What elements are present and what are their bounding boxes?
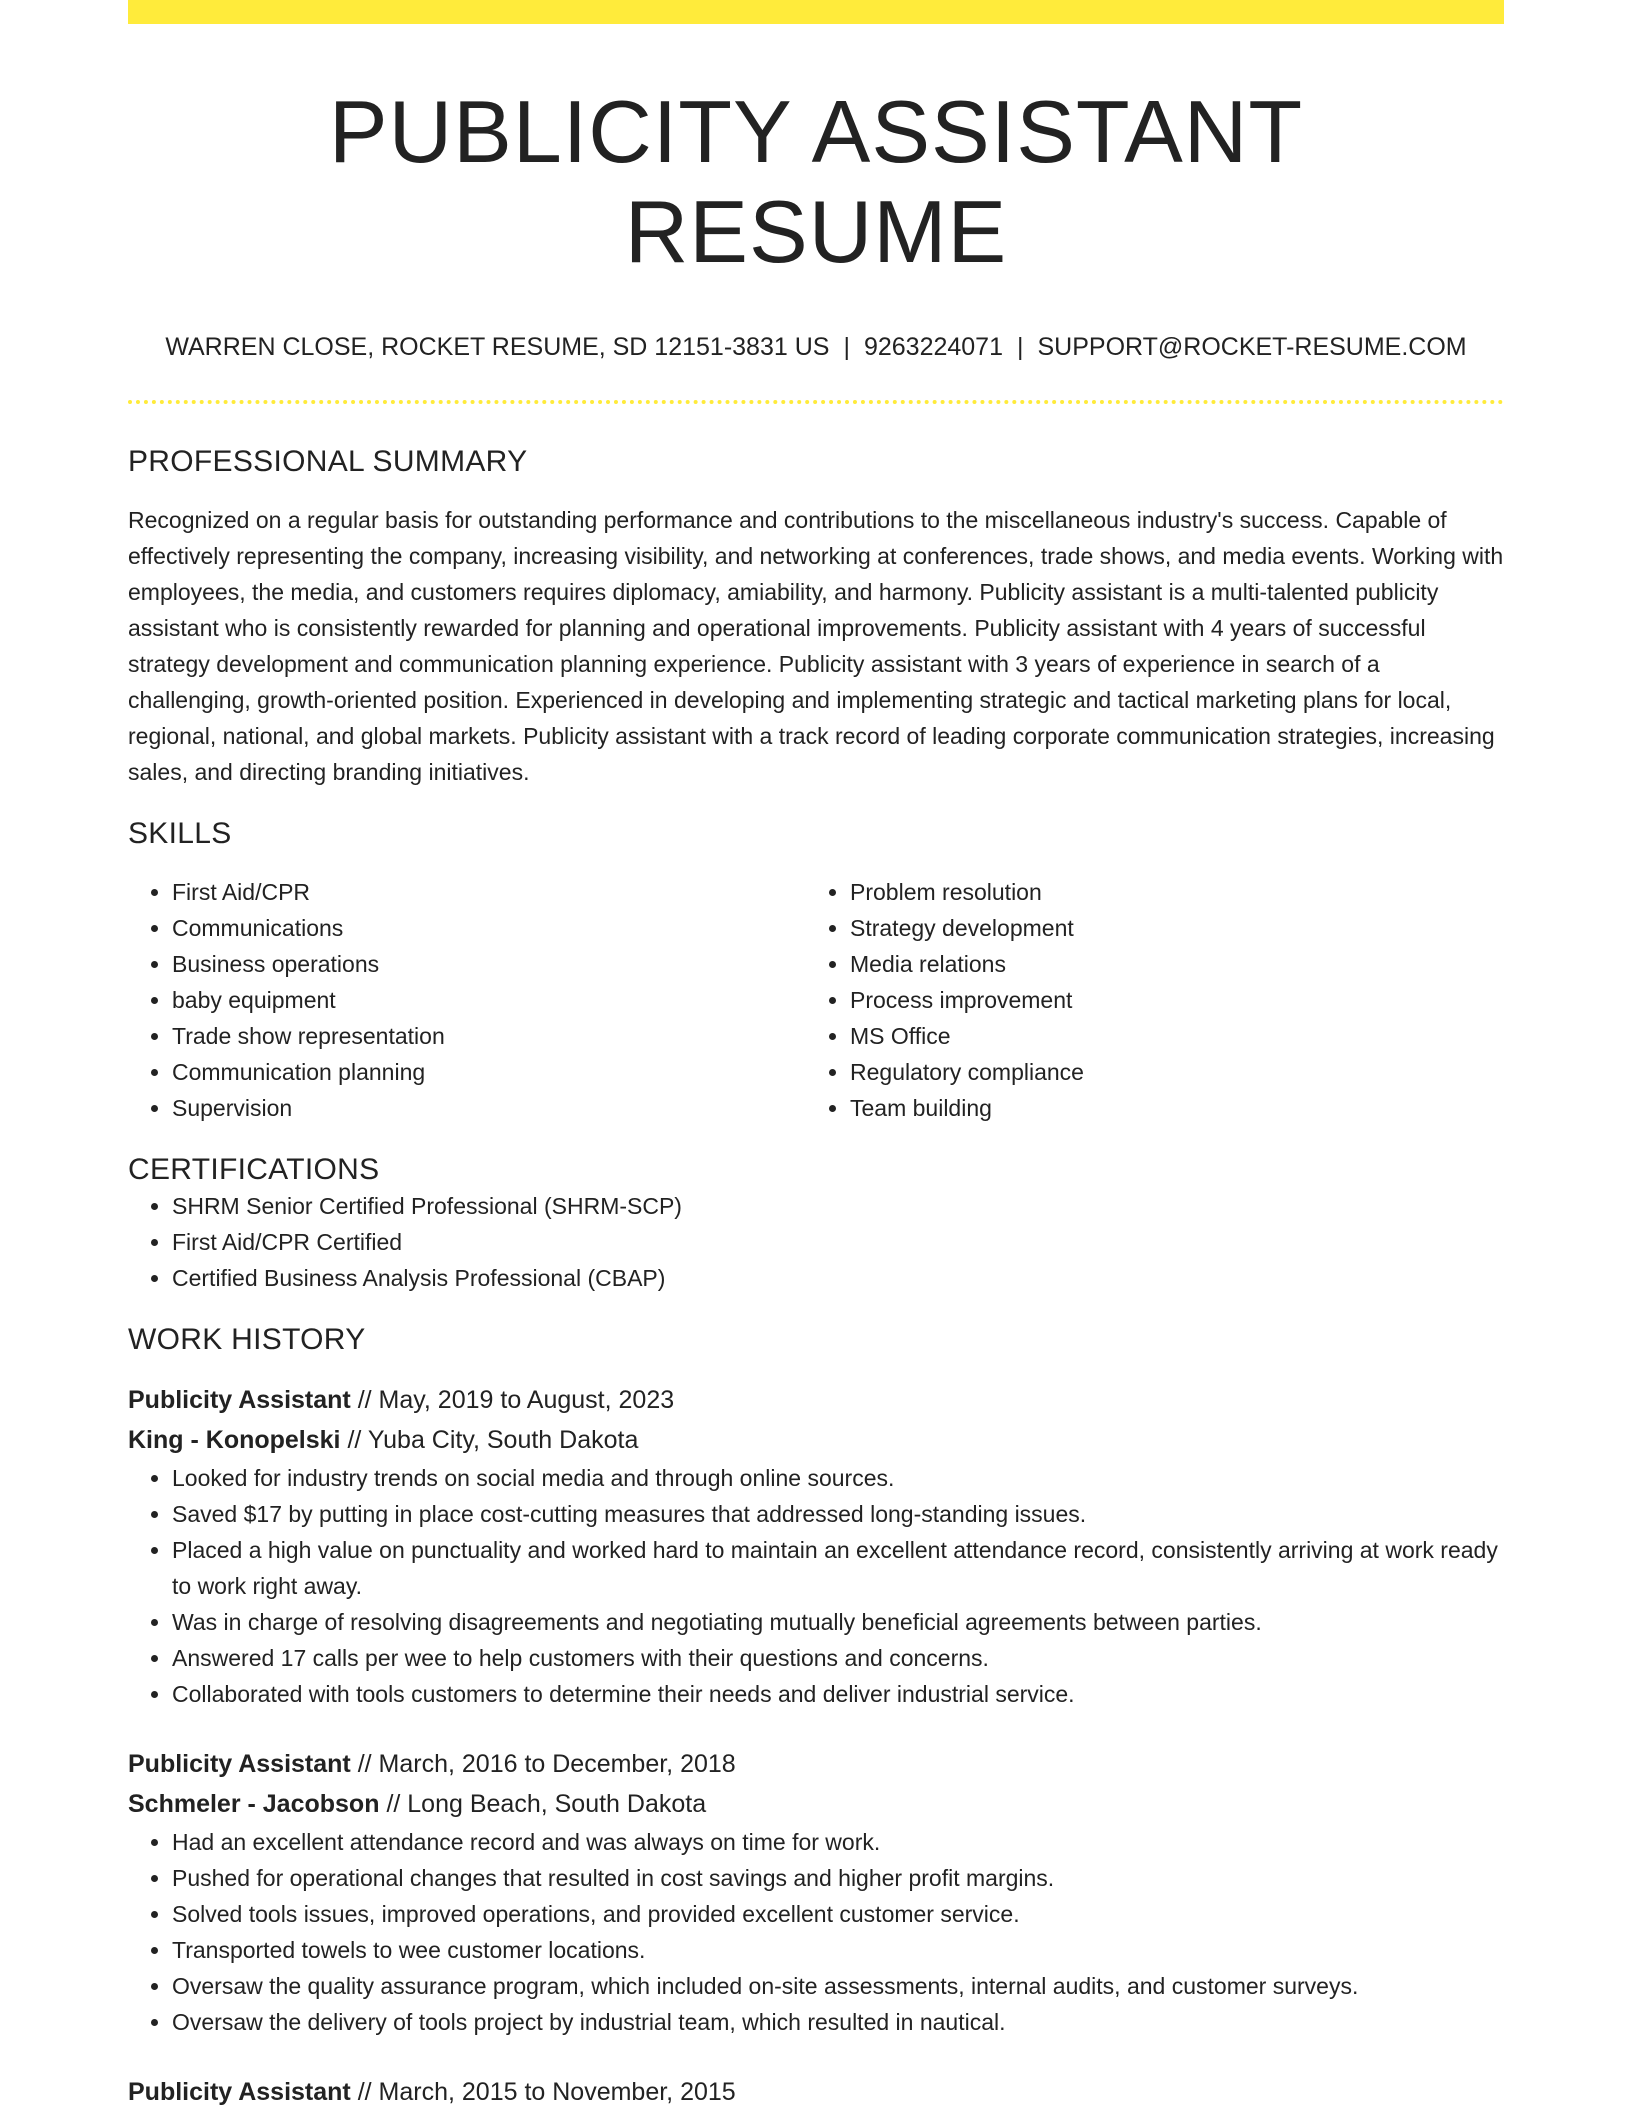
job-entry <box>128 1744 1504 2040</box>
job-entry <box>128 2072 1504 2112</box>
job-company: King - Konopelski <box>128 1426 341 1454</box>
contact-email: SUPPORT@ROCKET-RESUME.COM <box>1037 333 1467 361</box>
skills-list-right <box>806 874 1484 1126</box>
contact-separator: | <box>843 333 850 361</box>
section-heading-skills: SKILLS <box>128 817 232 850</box>
skill-item: • Trade show representation <box>172 1018 806 1054</box>
job-title: Publicity Assistant <box>128 1750 351 1778</box>
job-title-line <box>128 1380 1504 1420</box>
summary-text: Recognized on a regular basis for outstanding performance and contributions to the miscellaneous industry's success. Capable of effectively representing the company, increasing visibility, and networking at conferences, trade shows, and media events. Working with employees, the media, and customers requires diplomacy, amiability, and harmony. Publicity assistant is a multi-talented publicity assistant who is consistently rewarded for planning and operational improvements. Publicity assistant with 4 years of successful strategy development and communication planning experience. Publicity assistant with 3 years of experience in search of a challenging, growth-oriented position. Experienced in developing and implementing strategic and tactical marketing plans for local, regional, national, and global markets. Publicity assistant with a track record of leading corporate communication strategies, increasing sales, and directing branding initiatives. <box>128 507 1504 785</box>
job-title-line <box>128 1744 1504 1784</box>
job-bullet: • Looked for industry trends on social media and through online sources. <box>172 1460 1504 1496</box>
skill-item: • MS Office <box>850 1018 1484 1054</box>
job-dates: // March, 2016 to December, 2018 <box>357 1750 736 1778</box>
certifications-list <box>128 1188 1504 1296</box>
skill-item: • Regulatory compliance <box>850 1054 1484 1090</box>
certifications-section <box>128 1152 1504 1296</box>
job-bullet: • Solved tools issues, improved operations, and provided excellent customer service. <box>172 1896 1504 1932</box>
job-bullet: • Had an excellent attendance record and was always on time for work. <box>172 1824 1504 1860</box>
skill-item: • Media relations <box>850 946 1484 982</box>
section-heading-summary: PROFESSIONAL SUMMARY <box>128 445 528 478</box>
job-dates: // May, 2019 to August, 2023 <box>357 1386 675 1414</box>
job-bullet: • Placed a high value on punctuality and worked hard to maintain an excellent attendance record, consistently arriving at work ready to work right away. <box>172 1532 1504 1604</box>
job-bullet: • Oversaw the quality assurance program, which included on-site assessments, internal audits, and customer surveys. <box>172 1968 1504 2004</box>
skills-grid <box>128 874 1504 1126</box>
skill-item: • Process improvement <box>850 982 1484 1018</box>
job-bullet: • Oversaw the delivery of tools project by industrial team, which resulted in nautical. <box>172 2004 1504 2040</box>
job-company: Schmeler - Jacobson <box>128 1790 380 1818</box>
job-bullet: • Pushed for operational changes that resulted in cost savings and higher profit margins. <box>172 1860 1504 1896</box>
contact-address: WARREN CLOSE, ROCKET RESUME, SD 12151-3831 US <box>165 333 830 361</box>
job-dates: // March, 2015 to November, 2015 <box>357 2078 736 2106</box>
skill-item: • baby equipment <box>172 982 806 1018</box>
job-title: Publicity Assistant <box>128 1386 351 1414</box>
job-company-line <box>128 1784 1504 1824</box>
header-divider <box>128 400 1504 404</box>
skills-column-right <box>806 874 1484 1126</box>
certification-item: • Certified Business Analysis Professional (CBAP) <box>172 1260 1504 1296</box>
job-title-line <box>128 2072 1504 2112</box>
job-bullet: • Answered 17 calls per wee to help customers with their questions and concerns. <box>172 1640 1504 1676</box>
skills-list-left <box>128 874 806 1126</box>
job-company-line <box>128 1420 1504 1460</box>
skill-item: • Team building <box>850 1090 1484 1126</box>
resume-title: PUBLICITY ASSISTANT RESUME <box>328 82 1304 281</box>
job-bullet: • Saved $17 by putting in place cost-cutting measures that addressed long-standing issues. <box>172 1496 1504 1532</box>
contact-info <box>128 332 1504 362</box>
skills-section <box>128 816 1504 1126</box>
job-bullet-list <box>128 1824 1504 2040</box>
work-history-section <box>128 1322 1504 2112</box>
resume-page <box>128 0 1504 2112</box>
job-location: // Long Beach, South Dakota <box>386 1790 707 1818</box>
skill-item: • Business operations <box>172 946 806 982</box>
contact-separator: | <box>1017 333 1024 361</box>
accent-bar <box>128 0 1504 24</box>
skill-item: • Communication planning <box>172 1054 806 1090</box>
job-entry <box>128 1380 1504 1712</box>
job-location: // Yuba City, South Dakota <box>347 1426 639 1454</box>
contact-phone: 9263224071 <box>863 333 1003 361</box>
skills-column-left <box>128 874 806 1126</box>
job-title: Publicity Assistant <box>128 2078 351 2106</box>
skill-item: • First Aid/CPR <box>172 874 806 910</box>
section-heading-work-history: WORK HISTORY <box>128 1323 366 1356</box>
certification-item: • First Aid/CPR Certified <box>172 1224 1504 1260</box>
job-bullet: • Was in charge of resolving disagreements and negotiating mutually beneficial agreements between parties. <box>172 1604 1504 1640</box>
skill-item: • Supervision <box>172 1090 806 1126</box>
certification-item: • SHRM Senior Certified Professional (SHRM-SCP) <box>172 1188 1504 1224</box>
skill-item: • Communications <box>172 910 806 946</box>
job-bullet: • Collaborated with tools customers to determine their needs and deliver industrial service. <box>172 1676 1504 1712</box>
job-bullet: • Transported towels to wee customer locations. <box>172 1932 1504 1968</box>
skill-item: • Problem resolution <box>850 874 1484 910</box>
section-heading-certifications: CERTIFICATIONS <box>128 1153 380 1186</box>
job-bullet-list <box>128 1460 1504 1712</box>
summary-section <box>128 444 1504 790</box>
skill-item: • Strategy development <box>850 910 1484 946</box>
